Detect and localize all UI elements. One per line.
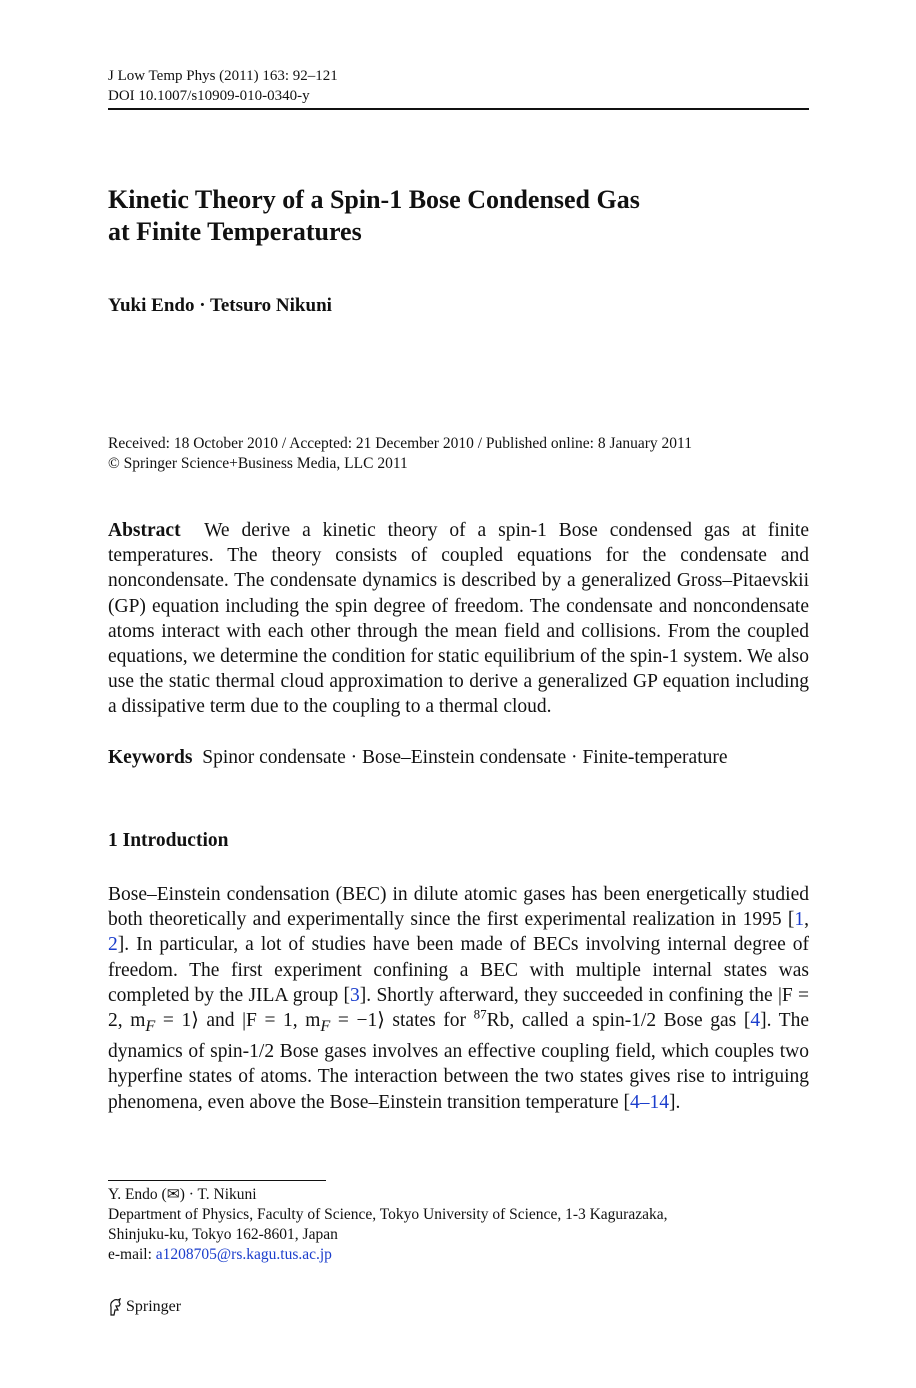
copyright-line: © Springer Science+Business Media, LLC 2011 [108,455,408,472]
section-heading: 1 Introduction [108,830,229,851]
footnote-authors: Y. Endo (✉) · T. Nikuni [108,1186,257,1203]
citation-link[interactable]: 3 [350,984,360,1006]
abstract-label: Abstract [108,520,181,541]
title-line-1: Kinetic Theory of a Spin-1 Bose Condensed Gas [108,185,640,214]
intro-text: = −1⟩ states for [330,1010,474,1032]
intro-text: ]. In particular, a lot of studies have been made of BECs involving internal degree of freedom. The first experiment confining a BEC with multiple internal states was completed by the JILA group [ [108,934,809,1006]
citation-link[interactable]: 4 [750,1010,761,1032]
intro-text: Bose–Einstein condensation (BEC) in dilute atomic gases has been energetically studied both theoretically and experimentally since the first experimental realization in 1995 [ [108,884,809,931]
email-line [108,1245,813,1265]
journal-line: J Low Temp Phys (2011) 163: 92–121 [108,68,338,84]
history-line: Received: 18 October 2010 / Accepted: 21 December 2010 / Published online: 8 January 2011 [108,435,692,452]
doi-line: DOI 10.1007/s10909-010-0340-y [108,88,310,104]
author-footnote [108,1185,813,1265]
keywords-text: Spinor condensate · Bose–Einstein condensate · Finite-temperature [202,747,728,768]
affiliation-line-2: Shinjuku-ku, Tokyo 162-8601, Japan [108,1226,338,1243]
affiliation-line-1: Department of Physics, Faculty of Science, Tokyo University of Science, 1-3 Kagurazaka, [108,1206,668,1223]
author-list: Yuki Endo · Tetsuro Nikuni [108,295,332,316]
superscript: 87 [473,1006,487,1022]
intro-text: ]. Shortly afterward, they succeeded in confining the |F = 2, m [108,984,809,1032]
intro-text: ]. The dynamics of spin-1/2 Bose gases involves an effective coupling field, which couples two hyperfine states of atoms. The interaction between the two states gives rise to intriguing phenomena, even above the Bose–Einstein transition temperature [ [108,1010,809,1113]
footnote-rule [108,1180,326,1181]
abstract-text: We derive a kinetic theory of a spin-1 Bose condensed gas at finite temperatures. The theory consists of coupled equations for the condensate and noncondensate. The condensate dynamics is described by a generalized Gross–Pitaevskii (GP) equation including the spin degree of freedom. The condensate and noncondensate atoms interact with each other through the mean field and collisions. From the coupled equations, we determine the condition for static equilibrium of the spin-1 system. We also use the static thermal cloud approximation to derive a generalized GP equation including a dissipative term due to the coupling to a thermal cloud. [108,520,809,718]
intro-text: , [804,909,809,931]
subscript: F [145,1016,156,1035]
article-title [108,184,808,248]
email-label: e-mail: [108,1246,156,1263]
intro-text: ]. [669,1091,681,1113]
title-line-2: at Finite Temperatures [108,217,362,246]
intro-text: = 1⟩ and |F = 1, m [155,1010,321,1032]
keywords-label: Keywords [108,747,193,768]
intro-paragraph [108,882,809,1115]
citation-link[interactable]: 4–14 [630,1091,669,1113]
citation-link[interactable]: 1 [794,909,805,931]
intro-text: Rb, called a spin-1/2 Bose gas [ [486,1010,751,1032]
keywords [108,747,728,769]
publisher-name: Springer [126,1298,182,1315]
springer-horse-icon [108,1298,122,1316]
publication-dates [108,434,813,474]
publisher-mark [108,1298,181,1316]
journal-citation [108,66,338,106]
abstract [108,518,809,720]
email-link[interactable]: a1208705@rs.kagu.tus.ac.jp [155,1246,332,1263]
subscript: F [320,1016,331,1035]
header-rule [108,108,809,110]
citation-link[interactable]: 2 [108,934,118,956]
